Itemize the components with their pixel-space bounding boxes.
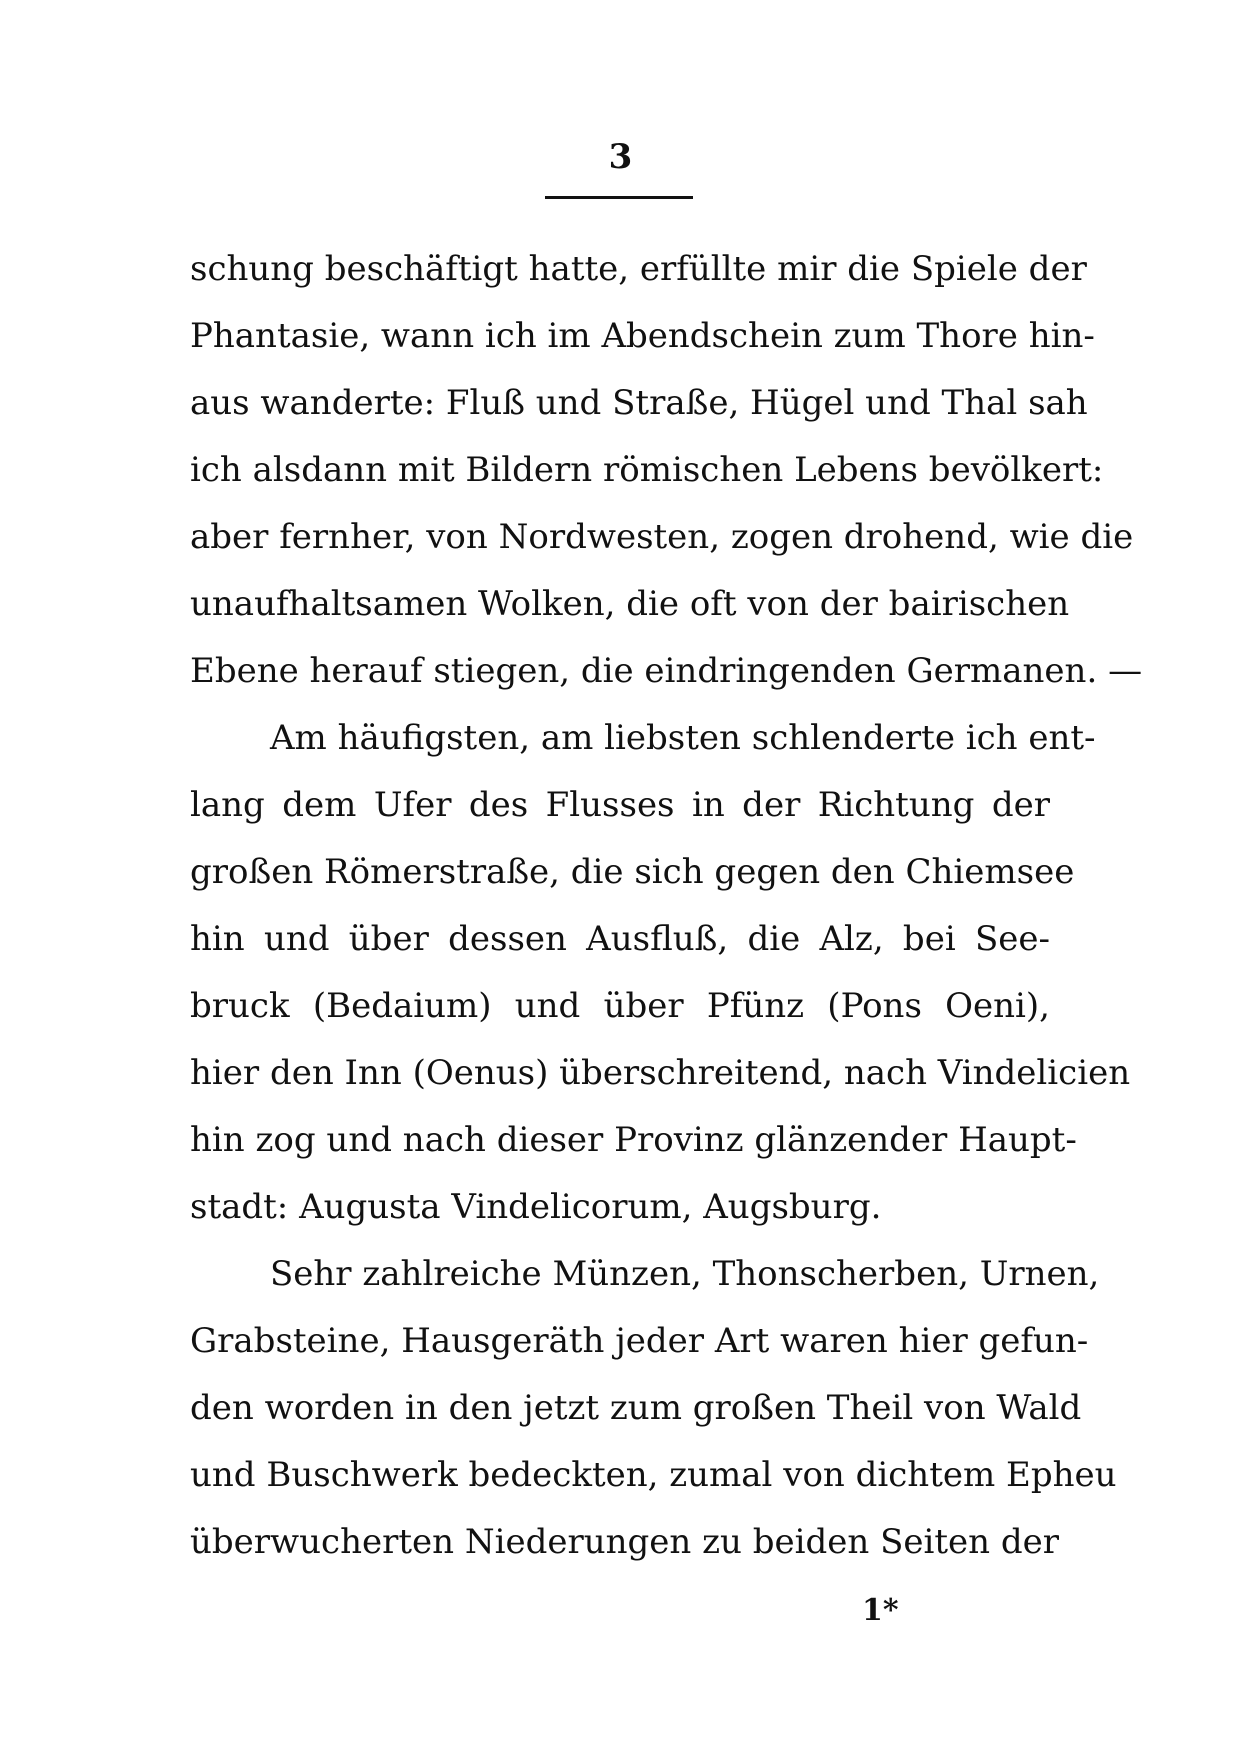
text-line: schung beschäftigt hatte, erfüllte mir die Spiele der (190, 249, 1087, 289)
text-line: überwucherten Niederungen zu beiden Seiten der (190, 1522, 1059, 1562)
body-text (190, 236, 1143, 1576)
signature-mark: 1* (862, 1593, 899, 1628)
text-line: großen Römerstraße, die sich gegen den Chiemsee (190, 852, 1075, 892)
text-line: Ebene herauf stiegen, die eindringenden Germanen. — (190, 651, 1143, 691)
text-line: ich alsdann mit Bildern römischen Lebens bevölkert: (190, 450, 1104, 490)
text-line: hin zog und nach dieser Provinz glänzender Haupt- (190, 1120, 1077, 1160)
text-line: lang dem Ufer des Flusses in der Richtung der (190, 785, 1050, 825)
page-number: 3 (608, 137, 633, 177)
header-rule (545, 196, 693, 199)
text-line: Sehr zahlreiche Münzen, Thonscherben, Urnen, (270, 1254, 1100, 1294)
text-line: hier den Inn (Oenus) überschreitend, nach Vindelicien (190, 1053, 1131, 1093)
text-line: Grabsteine, Hausgeräth jeder Art waren hier gefun- (190, 1321, 1089, 1361)
text-line: unaufhaltsamen Wolken, die oft von der bairischen (190, 584, 1070, 624)
text-line: Am häufigsten, am liebsten schlenderte ich ent- (270, 718, 1096, 758)
text-line: Phantasie, wann ich im Abendschein zum Thore hin- (190, 316, 1095, 356)
text-line: bruck (Bedaium) und über Pfünz (Pons Oeni), (190, 986, 1050, 1026)
text-line: aus wanderte: Fluß und Straße, Hügel und Thal sah (190, 383, 1088, 423)
text-line: den worden in den jetzt zum großen Theil von Wald (190, 1388, 1082, 1428)
text-line: aber fernher, von Nordwesten, zogen drohend, wie die (190, 517, 1134, 557)
text-line: hin und über dessen Ausfluß, die Alz, bei See- (190, 919, 1050, 959)
text-line: und Buschwerk bedeckten, zumal von dichtem Epheu (190, 1455, 1117, 1495)
text-line: stadt: Augusta Vindelicorum, Augsburg. (190, 1187, 882, 1227)
